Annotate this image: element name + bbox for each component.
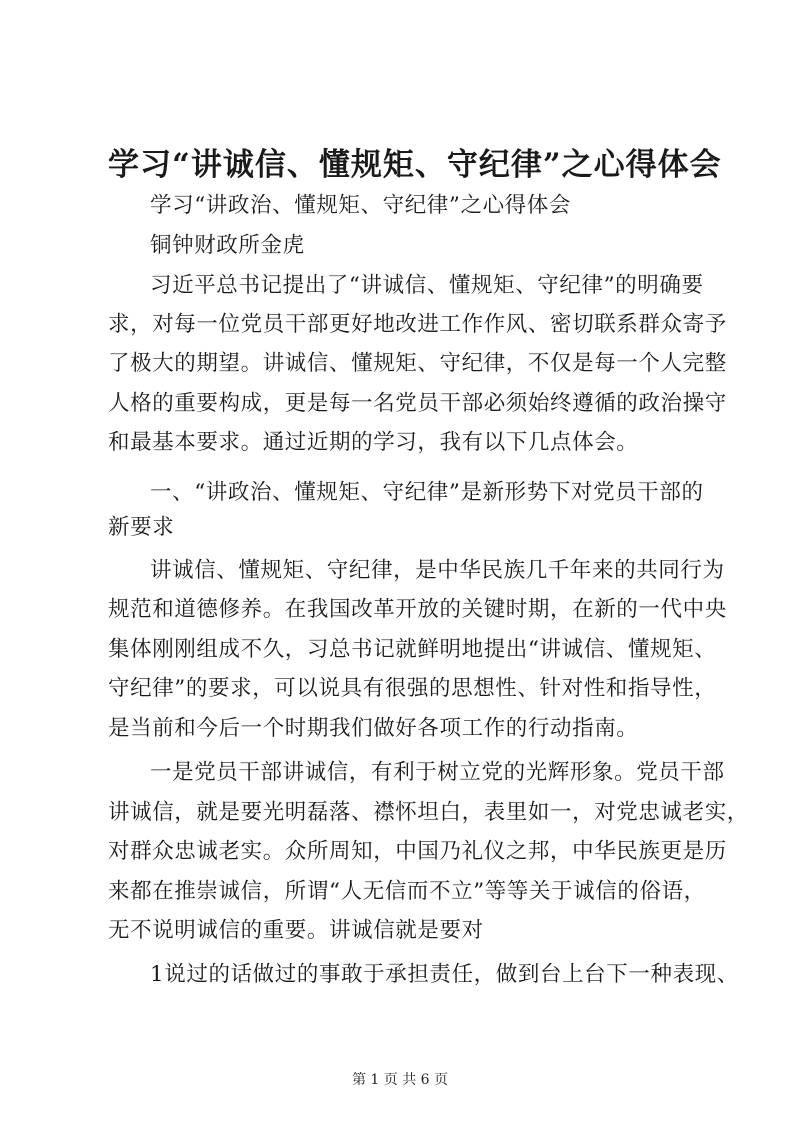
- document-title: 学习“讲诚信、懂规矩、守纪律”之心得体会: [108, 147, 722, 183]
- author-line: 铜钟财政所金虎: [150, 233, 305, 258]
- paragraph-line: 一是党员干部讲诚信，有利于树立党的光辉形象。党员干部: [150, 760, 725, 785]
- paragraph-line: 对群众忠诚老实。众所周知，中国乃礼仪之邦，中华民族更是历: [108, 839, 727, 864]
- page-number-footer: 第 1 页 共 6 页: [351, 1072, 449, 1088]
- paragraph-line: 集体刚刚组成不久，习总书记就鲜明地提出“讲诚信、懂规矩、: [108, 637, 717, 662]
- paragraph-line: 讲诚信，就是要光明磊落、襟怀坦白，表里如一，对党忠诚老实，: [108, 800, 749, 825]
- section-heading-line: 一、“讲政治、懂规矩、守纪律”是新形势下对党员干部的: [150, 480, 704, 505]
- paragraph-line: 和最基本要求。通过近期的学习，我有以下几点体会。: [108, 430, 639, 455]
- paragraph-line: 求，对每一位党员干部更好地改进工作作风、密切联系群众寄予: [108, 312, 727, 337]
- paragraph-line: 是当前和今后一个时期我们做好各项工作的行动指南。: [108, 716, 639, 741]
- paragraph-line: 守纪律”的要求，可以说具有很强的思想性、针对性和指导性，: [108, 676, 717, 701]
- paragraph-line: 了极大的期望。讲诚信、懂规矩、守纪律，不仅是每一个人完整: [108, 351, 727, 376]
- paragraph-line: 人格的重要构成，更是每一名党员干部必须始终遵循的政治操守: [108, 391, 727, 416]
- subtitle-line: 学习“讲政治、懂规矩、守纪律”之心得体会: [150, 193, 571, 218]
- paragraph-line: 1说过的话做过的事敢于承担责任，做到台上台下一种表现、: [150, 962, 739, 987]
- section-heading-line: 新要求: [108, 515, 175, 540]
- paragraph-line: 来都在推崇诚信，所谓“人无信而不立”等等关于诚信的俗语，: [108, 879, 706, 904]
- paragraph-line: 讲诚信、懂规矩、守纪律，是中华民族几千年来的共同行为: [150, 558, 725, 583]
- paragraph-line: 无不说明诚信的重要。讲诚信就是要对: [108, 918, 484, 943]
- paragraph-line: 习近平总书记提出了“讲诚信、懂规矩、守纪律”的明确要: [150, 273, 704, 298]
- paragraph-line: 规范和道德修养。在我国改革开放的关键时期，在新的一代中央: [108, 597, 727, 622]
